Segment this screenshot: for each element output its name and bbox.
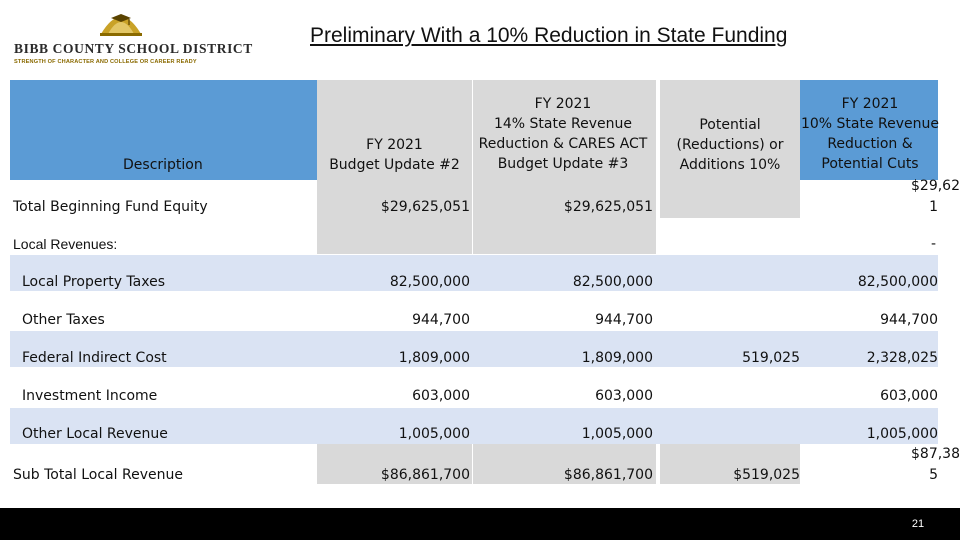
row-local-col1-bg [317,218,472,254]
district-logo [10,4,253,68]
header-col3-line: Potential [699,117,761,133]
row-label: Other Taxes [22,312,105,328]
header-col1-line: FY 2021 [366,137,423,153]
row-value-col1: 1,809,000 [398,350,470,366]
row-value-col3: 519,025 [742,350,800,366]
row-label: Total Beginning Fund Equity [13,199,208,215]
row-value-col4: 1,005,000 [866,426,938,442]
row-value-col2: $29,625,051 [563,199,653,215]
row-label: Local Revenues: [13,236,118,252]
header-description: Description [123,157,203,173]
row-value-col4: $29,62 [911,178,960,194]
district-name: BIBB COUNTY SCHOOL DISTRICT [14,41,253,56]
row-value-col1: 603,000 [412,388,470,404]
row-value-col1: 944,700 [412,312,470,328]
header-col4-line: Potential Cuts [821,156,919,172]
header-col2 [473,94,653,174]
district-tagline: STRENGTH OF CHARACTER AND COLLEGE OR CAREER READY [14,59,197,65]
row-value-col4: 603,000 [880,388,938,404]
row-value-col1: 82,500,000 [389,274,470,290]
row-label: Sub Total Local Revenue [13,467,183,483]
row-label: Local Property Taxes [22,274,166,290]
header-col2-line: FY 2021 [534,96,592,112]
row-value-col3: $519,025 [733,467,800,483]
header-col2-line: Budget Update #3 [497,156,629,172]
slide-title: Preliminary With a 10% Reduction in State Funding [310,24,788,47]
footer-bar [0,508,960,540]
row-value-col1: 1,005,000 [398,426,470,442]
header-col1 [317,135,472,175]
header-col4 [800,94,940,174]
row-value-col4: - [930,236,936,252]
row-value-col4: $87,38 [911,446,960,462]
header-col3-line: Additions 10% [679,157,781,173]
header-col2-line: 14% State Revenue [493,116,633,132]
header-col4-line: 10% State Revenue [800,116,940,132]
graduation-cap-icon [98,4,144,40]
row-label: Investment Income [22,388,158,404]
row-value-col2: 944,700 [595,312,653,328]
header-col3-line: (Reductions) or [676,137,784,153]
row-value-col2: $86,861,700 [563,467,653,483]
row-value-col1: $86,861,700 [380,467,470,483]
row-value-col2: 1,005,000 [581,426,653,442]
row-value-col4: 1 [929,199,938,215]
header-col3 [660,115,800,175]
page-number: 21 [911,518,925,530]
row-value-col4: 82,500,000 [857,274,938,290]
header-col2-line: Reduction & CARES ACT [478,136,648,152]
header-col1-line: Budget Update #2 [329,157,460,173]
row-value-col4: 5 [929,467,938,483]
row-label: Other Local Revenue [22,426,168,442]
row-value-col4: 2,328,025 [866,350,938,366]
row-local-col2-bg [473,218,656,254]
header-col4-line: Reduction & [827,136,913,152]
row-value-col2: 82,500,000 [572,274,653,290]
row-equity-col3-bg [660,180,800,218]
row-value-col4: 944,700 [880,312,938,328]
row-value-col1: $29,625,051 [380,199,470,215]
row-label: Federal Indirect Cost [22,350,167,366]
row-value-col2: 1,809,000 [581,350,653,366]
header-col4-line: FY 2021 [841,96,899,112]
row-value-col2: 603,000 [595,388,653,404]
